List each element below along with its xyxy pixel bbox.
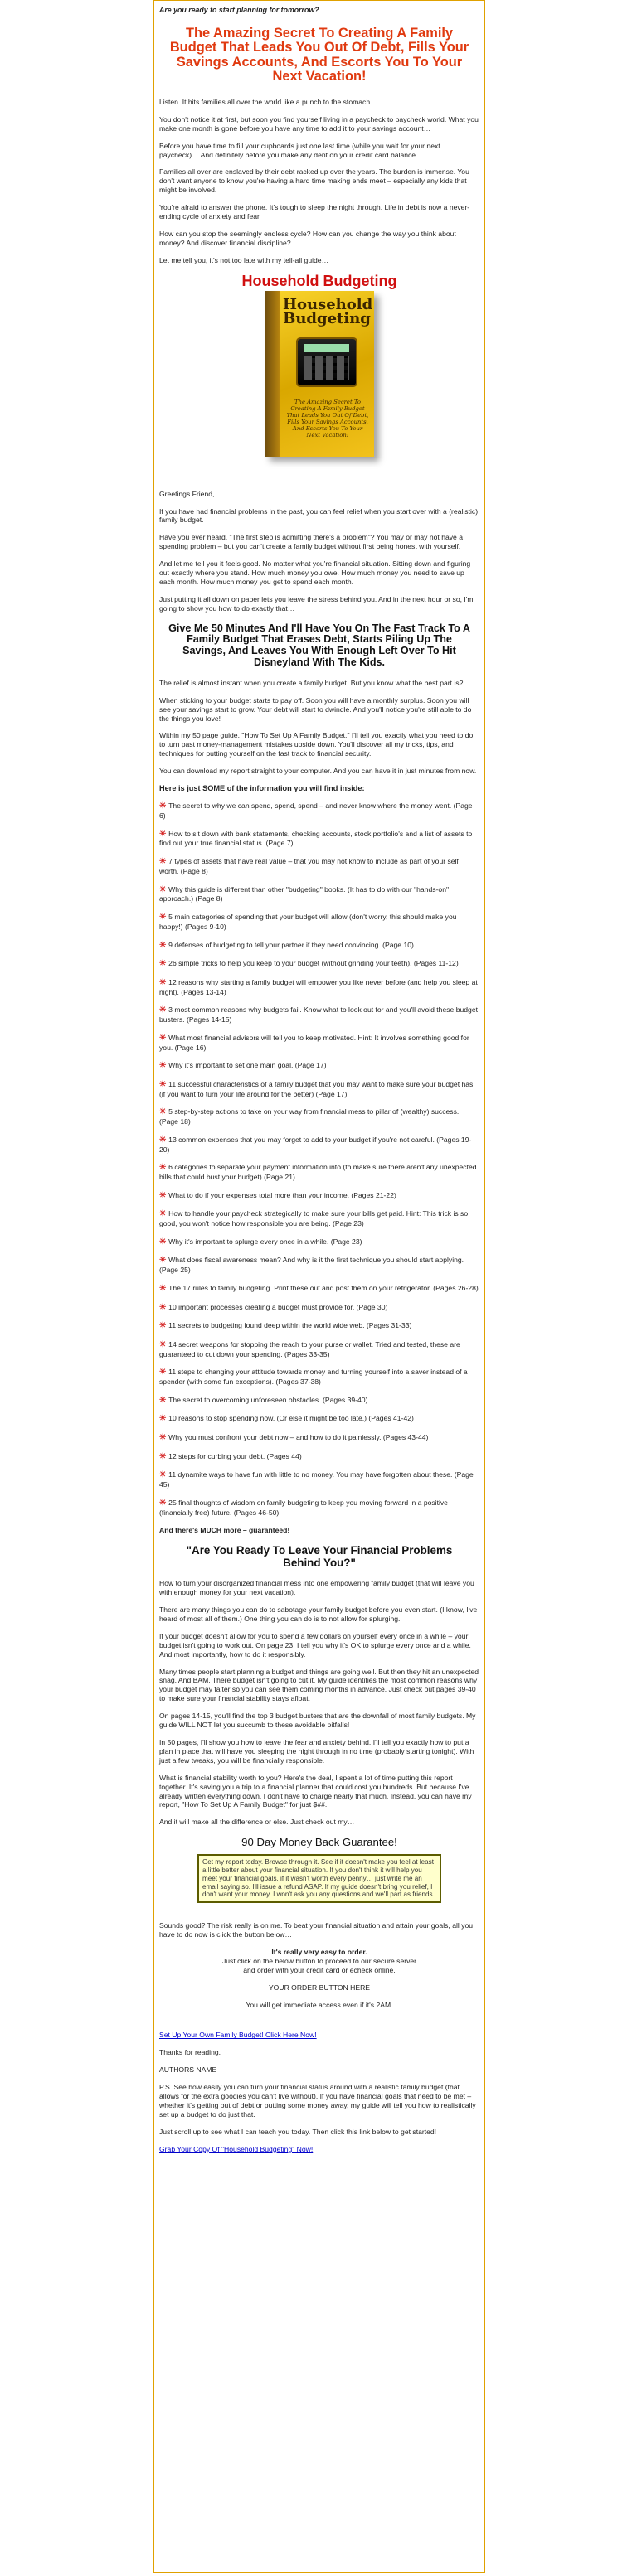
postscript: P.S. See how easily you can turn your financial status around with a realistic family budget (that allows for the extra goodies you can't live without). If you have financial goals that need to be met – whether it's getting out of debt or putting some money away, my guide will tell you how to realistically set up a budget to do just that. bbox=[159, 2083, 476, 2118]
final-order-link[interactable]: Grab Your Copy Of "Household Budgeting" Now! bbox=[159, 2144, 314, 2153]
intro-paragraph: Listen. It hits families all over the world like a punch to the stomach. bbox=[159, 97, 372, 106]
feature-text: 11 steps to changing your attitude towards money and turning yourself into a saver instead of a spender (with some fun exceptions). (Pages 37-38) bbox=[159, 1368, 468, 1387]
order-section bbox=[159, 1948, 479, 2010]
feature-text: 13 common expenses that you may forget to add to your budget if you're not careful. (Pages 19-20) bbox=[159, 1135, 472, 1154]
star-bullet-icon: ✳ bbox=[159, 1061, 169, 1071]
body-paragraph: There are many things you can do to sabotage your family budget before you even start. (I know, I've heard of most all of them.) One thing you can do is to not allow for splurging. bbox=[159, 1605, 478, 1623]
feature-text: What to do if your expenses total more than your income. (Pages 21-22) bbox=[168, 1190, 396, 1199]
intro-paragraph: How can you stop the seemingly endless cycle? How can you change the way you think about money? And discover financial discipline? bbox=[159, 229, 456, 247]
star-bullet-icon: ✳ bbox=[159, 1163, 169, 1173]
book-cover-title: Household Budgeting bbox=[283, 295, 373, 327]
body-paragraph: What is financial stability worth to you? Here's the deal, I spent a lot of time putting this report together. It's saving you a trip to a financial planner that could cost you hundreds. But because I've already written everything down, I don't have to charge nearly that much. Instead, you can have my report, "How To Set Up A Family Budget" for just $##. bbox=[159, 1773, 472, 1809]
sales-page bbox=[153, 0, 485, 2573]
feature-item bbox=[159, 885, 479, 904]
star-bullet-icon: ✳ bbox=[159, 977, 169, 987]
star-bullet-icon: ✳ bbox=[159, 1209, 169, 1219]
intro-paragraph: You're afraid to answer the phone. It's tough to sleep the night through. Life in debt is now a never-ending cycle of anxiety and fear. bbox=[159, 203, 470, 221]
intro-paragraph: Let me tell you, it's not too late with my tell-all guide… bbox=[159, 255, 329, 264]
star-bullet-icon: ✳ bbox=[159, 1283, 169, 1293]
top-question: Are you ready to start planning for tomorrow? bbox=[159, 6, 319, 14]
feature-text: Why it's important to splurge every once in a while. (Page 23) bbox=[168, 1237, 362, 1246]
body-paragraph: And let me tell you it feels good. No matter what you're financial situation. Sitting down and figuring out exactly where you stand. How much money you owe. How much money you need to save up each month. How much money you get to spend each month. bbox=[159, 559, 471, 586]
feature-item bbox=[159, 1135, 479, 1155]
feature-text: 25 final thoughts of wisdom on family budgeting to keep you moving forward in a positive (financially free) future. (Pages 46-50) bbox=[159, 1498, 448, 1517]
calculator-icon bbox=[298, 339, 356, 385]
feature-item bbox=[159, 1433, 479, 1443]
access-note: You will get immediate access even if it's 2AM. bbox=[246, 2000, 393, 2009]
body-section-3 bbox=[159, 1579, 479, 1827]
feature-item bbox=[159, 1107, 479, 1126]
feature-text: The 17 rules to family budgeting. Print these out and post them on your refrigerator. (Pages 26-28) bbox=[168, 1283, 479, 1292]
feature-item bbox=[159, 1163, 479, 1182]
feature-item bbox=[159, 959, 479, 969]
star-bullet-icon: ✳ bbox=[159, 1237, 169, 1247]
product-title: Household Budgeting bbox=[241, 272, 397, 289]
star-bullet-icon: ✳ bbox=[159, 857, 169, 866]
body-paragraph: On pages 14-15, you'll find the top 3 budget busters that are the downfall of most family budgets. My guide WILL NOT let you succumb to these avoidable pitfalls! bbox=[159, 1712, 476, 1730]
order-heading: It's really very easy to order. bbox=[271, 1947, 367, 1956]
feature-text: The secret to overcoming unforeseen obstacles. (Pages 39-40) bbox=[168, 1395, 368, 1404]
body-paragraph: Many times people start planning a budget and things are going well. But then they hit an unexpected snag. And BAM. There budget isn't going to cut it. My guide identifies the most common reasons why your budget may falter so you can see them coming months in advance. Just check out pages 39-40 to make sure your financial stability stays afloat. bbox=[159, 1667, 479, 1703]
star-bullet-icon: ✳ bbox=[159, 1256, 169, 1266]
feature-item bbox=[159, 1340, 479, 1359]
book-cover-subtitle: The Amazing Secret To Creating A Family Budget That Leads You Out Of Debt, Fills Your Savings Accounts, And Escorts You To Your Next Vacation! bbox=[286, 398, 369, 438]
star-bullet-icon: ✳ bbox=[159, 1451, 169, 1461]
promise-heading: Give Me 50 Minutes And I'll Have You On The Fast Track To A Family Budget That Erases Debt, Starts Piling Up The Savings, And Leaves You With Enough Left Over To Hit Disneyland With The Kids. bbox=[168, 622, 470, 669]
star-bullet-icon: ✳ bbox=[159, 1368, 169, 1378]
risk-paragraph: Sounds good? The risk really is on me. To beat your financial situation and attain your goals, all you have to do now is click the button below… bbox=[159, 1921, 474, 1939]
body-paragraph: You can download my report straight to your computer. And you can have it in just minutes from now. bbox=[159, 767, 477, 776]
book-spine bbox=[265, 291, 280, 457]
feature-item bbox=[159, 1452, 479, 1462]
star-bullet-icon: ✳ bbox=[159, 1498, 169, 1508]
order-instruction: Just click on the below button to proceed to our secure server bbox=[221, 1956, 417, 1965]
star-bullet-icon: ✳ bbox=[159, 1432, 169, 1442]
feature-item bbox=[159, 857, 479, 876]
star-bullet-icon: ✳ bbox=[159, 1190, 169, 1200]
feature-item bbox=[159, 1005, 479, 1024]
feature-item bbox=[159, 1499, 479, 1518]
intro-paragraph: You don't notice it at first, but soon you find yourself living in a paycheck to paycheck world. What you make one month is gone before you have any time to add it to your savings account… bbox=[159, 114, 479, 133]
feature-item bbox=[159, 1237, 479, 1247]
feature-item bbox=[159, 1414, 479, 1424]
star-bullet-icon: ✳ bbox=[159, 959, 169, 969]
author-name: AUTHORS NAME bbox=[159, 2065, 217, 2075]
feature-text: 3 most common reasons why budgets fail. Know what to look out for and you'll avoid these budget busters. (Pages 14-15) bbox=[159, 1005, 478, 1024]
body-paragraph: Within my 50 page guide, "How To Set Up A Family Budget," I'll tell you exactly what you need to do to turn past money-management mistakes upside down. You'll discover all my tricks, tips, and techniques for putting yourself on the fast track to financial security. bbox=[159, 731, 474, 758]
feature-item bbox=[159, 1470, 479, 1489]
book-cover-image bbox=[265, 291, 374, 457]
headline: The Amazing Secret To Creating A Family Budget That Leads You Out Of Debt, Fills Your Savings Accounts, And Escorts You To Your Next Vacation! bbox=[169, 25, 469, 85]
star-bullet-icon: ✳ bbox=[159, 1395, 169, 1405]
feature-item bbox=[159, 978, 479, 997]
feature-text: 10 reasons to stop spending now. (Or else it might be too late.) (Pages 41-42) bbox=[168, 1414, 414, 1423]
intro-paragraph: Families all over are enslaved by their debt racked up over the years. The burden is immense. You don't want anyone to know you're having a hard time making ends meet – especially any kids that might be involved. bbox=[159, 167, 469, 195]
feature-text: 14 secret weapons for stopping the reach to your purse or wallet. Tried and tested, these are guaranteed to cut down your spending. (Pages 33-35) bbox=[159, 1339, 460, 1358]
feature-text: How to sit down with bank statements, checking accounts, stock portfolio's and a list of assets to find out your true financial status. (Page 7) bbox=[159, 829, 473, 848]
star-bullet-icon: ✳ bbox=[159, 1302, 169, 1312]
feature-text: 12 steps for curbing your debt. (Pages 44) bbox=[168, 1451, 302, 1460]
sign-off: Thanks for reading, bbox=[159, 2048, 221, 2057]
feature-text: 11 secrets to budgeting found deep within the world wide web. (Pages 31-33) bbox=[168, 1321, 412, 1330]
feature-text: 9 defenses of budgeting to tell your partner if they need convincing. (Page 10) bbox=[168, 940, 414, 949]
body-paragraph: In 50 pages, I'll show you how to leave the fear and anxiety behind. I'll tell you exactly how to put a plan in place that will have you sleeping the night through in no time (probably starting tonight). With just a few tweaks, you will be financially responsible. bbox=[159, 1738, 474, 1765]
body-paragraph: And it will make all the difference or else. Just check out my… bbox=[159, 1818, 355, 1827]
feature-item bbox=[159, 1396, 479, 1406]
feature-text: Why it's important to set one main goal. (Page 17) bbox=[168, 1061, 327, 1070]
feature-item bbox=[159, 1034, 479, 1053]
body-paragraph: The relief is almost instant when you create a family budget. But you know what the best part is? bbox=[159, 678, 464, 687]
body-section-1 bbox=[159, 490, 479, 613]
feature-item bbox=[159, 1256, 479, 1275]
feature-item bbox=[159, 913, 479, 932]
feature-text: The secret to why we can spend, spend, spend – and never know where the money went. (Page 6) bbox=[159, 801, 473, 820]
feature-item bbox=[159, 1191, 479, 1201]
scroll-up-note: Just scroll up to see what I can teach you today. Then click this link below to get started! bbox=[159, 2127, 437, 2136]
body-paragraph: Have you ever heard, "The first step is admitting there's a problem"? You may or may not have a spending problem – but you can't create a family budget without first being honest with yourself. bbox=[159, 533, 464, 551]
order-link[interactable]: Set Up Your Own Family Budget! Click Here Now! bbox=[159, 2031, 317, 2040]
feature-item bbox=[159, 1209, 479, 1228]
feature-item bbox=[159, 1284, 479, 1294]
feature-text: 26 simple tricks to help you keep to your budget (without grinding your teeth). (Pages 11-12) bbox=[168, 959, 459, 968]
question-heading: "Are You Ready To Leave Your Financial Problems Behind You?" bbox=[186, 1544, 453, 1569]
intro-section bbox=[159, 98, 479, 265]
feature-text: 12 reasons why starting a family budget will empower you like never before (and help you sleep at night). (Pages 13-14) bbox=[159, 977, 478, 996]
body-paragraph: Greetings Friend, bbox=[159, 489, 215, 498]
body-paragraph: If you have had financial problems in the past, you can feel relief when you start over with a (realistic) family budget. bbox=[159, 506, 479, 525]
star-bullet-icon: ✳ bbox=[159, 1107, 169, 1117]
feature-text: How to handle your paycheck strategically to make sure your bills get paid. Hint: This trick is so good, you won't notice how responsible you are being. (Page 23) bbox=[159, 1209, 469, 1228]
guarantee-box: Get my report today. Browse through it. See if it doesn't make you feel at least a little better about your financial situation. If you don't think it will help you meet your financial goals, if it wasn't worth every penny… just write me an email saying so. I'll issue a refund ASAP. If my guide doesn't bring you relief, I don't want your money. I won't ask you any questions and we'll part as friends. bbox=[197, 1854, 441, 1903]
feature-item bbox=[159, 1368, 479, 1387]
feature-item bbox=[159, 1321, 479, 1331]
body-paragraph: How to turn your disorganized financial mess into one empowering family budget (that will leave you with enough money for your next vacation). bbox=[159, 1579, 474, 1597]
more-note: And there's MUCH more – guaranteed! bbox=[159, 1526, 290, 1535]
star-bullet-icon: ✳ bbox=[159, 1079, 169, 1089]
feature-text: What most financial advisors will tell you to keep motivated. Hint: It involves something good for you. (Page 16) bbox=[159, 1033, 469, 1052]
feature-text: Why this guide is different than other "budgeting" books. (It has to do with our "hands-on" approach.) (Page 8) bbox=[159, 884, 450, 903]
feature-item bbox=[159, 801, 479, 821]
feature-item bbox=[159, 1303, 479, 1313]
feature-item bbox=[159, 941, 479, 951]
star-bullet-icon: ✳ bbox=[159, 1339, 169, 1349]
star-bullet-icon: ✳ bbox=[159, 940, 169, 950]
feature-item bbox=[159, 1061, 479, 1071]
intro-paragraph: Before you have time to fill your cupboards just one last time (while you wait for your next paycheck)… And definitely before you make any dent on your credit card balance. bbox=[159, 141, 440, 159]
feature-text: What does fiscal awareness mean? And why is it the first technique you should start applying. (Page 25) bbox=[159, 1256, 464, 1275]
order-instruction: and order with your credit card or echeck online. bbox=[243, 1965, 396, 1974]
star-bullet-icon: ✳ bbox=[159, 829, 169, 839]
star-bullet-icon: ✳ bbox=[159, 913, 169, 922]
star-bullet-icon: ✳ bbox=[159, 1321, 169, 1331]
body-paragraph: When sticking to your budget starts to pay off. Soon you will have a monthly surplus. Soon you will see your savings start to grow. Your debt will start to dwindle. And you'll notice you're still able to do the things you love! bbox=[159, 695, 472, 723]
feature-text: 5 main categories of spending that your budget will allow (don't worry, this should make you happy!) (Pages 9-10) bbox=[159, 913, 457, 931]
star-bullet-icon: ✳ bbox=[159, 884, 169, 894]
feature-text: 6 categories to separate your payment information into (to make sure there aren't any unexpected bills that could bust your budget) (Page 21) bbox=[159, 1163, 477, 1182]
star-bullet-icon: ✳ bbox=[159, 1470, 169, 1480]
feature-item bbox=[159, 1080, 479, 1099]
features-heading: Here is just SOME of the information you will find inside: bbox=[159, 784, 365, 793]
feature-text: 11 dynamite ways to have fun with little to no money. You may have forgotten about these. (Page 45) bbox=[159, 1470, 474, 1489]
star-bullet-icon: ✳ bbox=[159, 801, 169, 811]
star-bullet-icon: ✳ bbox=[159, 1135, 169, 1145]
feature-text: 11 successful characteristics of a family budget that you may want to make sure your budget has (if you want to turn your life around for the better) (Page 17) bbox=[159, 1079, 474, 1098]
feature-text: 7 types of assets that have real value – that you may not know to include as part of your self worth. (Page 8) bbox=[159, 857, 459, 875]
feature-text: 10 important processes creating a budget must provide for. (Page 30) bbox=[168, 1302, 388, 1311]
body-paragraph: Just putting it all down on paper lets you leave the stress behind you. And in the next hour or so, I'm going to show you how to do exactly that… bbox=[159, 594, 474, 613]
feature-text: Why you must confront your debt now – and how to do it painlessly. (Pages 43-44) bbox=[168, 1432, 429, 1441]
feature-text: 5 step-by-step actions to take on your way from financial mess to pillar of (wealthy) success. (Page 18) bbox=[159, 1107, 460, 1126]
star-bullet-icon: ✳ bbox=[159, 1414, 169, 1424]
body-section-2 bbox=[159, 679, 479, 776]
guarantee-heading: 90 Day Money Back Guarantee! bbox=[241, 1836, 397, 1849]
body-paragraph: If your budget doesn't allow for you to spend a few dollars on yourself every once in a while – your budget isn't going to work out. On page 23, I tell you why it's OK to splurge every once and a while. And most importantly, how to do it responsibly. bbox=[159, 1631, 471, 1658]
star-bullet-icon: ✳ bbox=[159, 1033, 169, 1043]
feature-item bbox=[159, 830, 479, 849]
order-button[interactable]: YOUR ORDER BUTTON HERE bbox=[268, 1983, 371, 1992]
feature-list bbox=[159, 801, 479, 1517]
star-bullet-icon: ✳ bbox=[159, 1005, 169, 1015]
